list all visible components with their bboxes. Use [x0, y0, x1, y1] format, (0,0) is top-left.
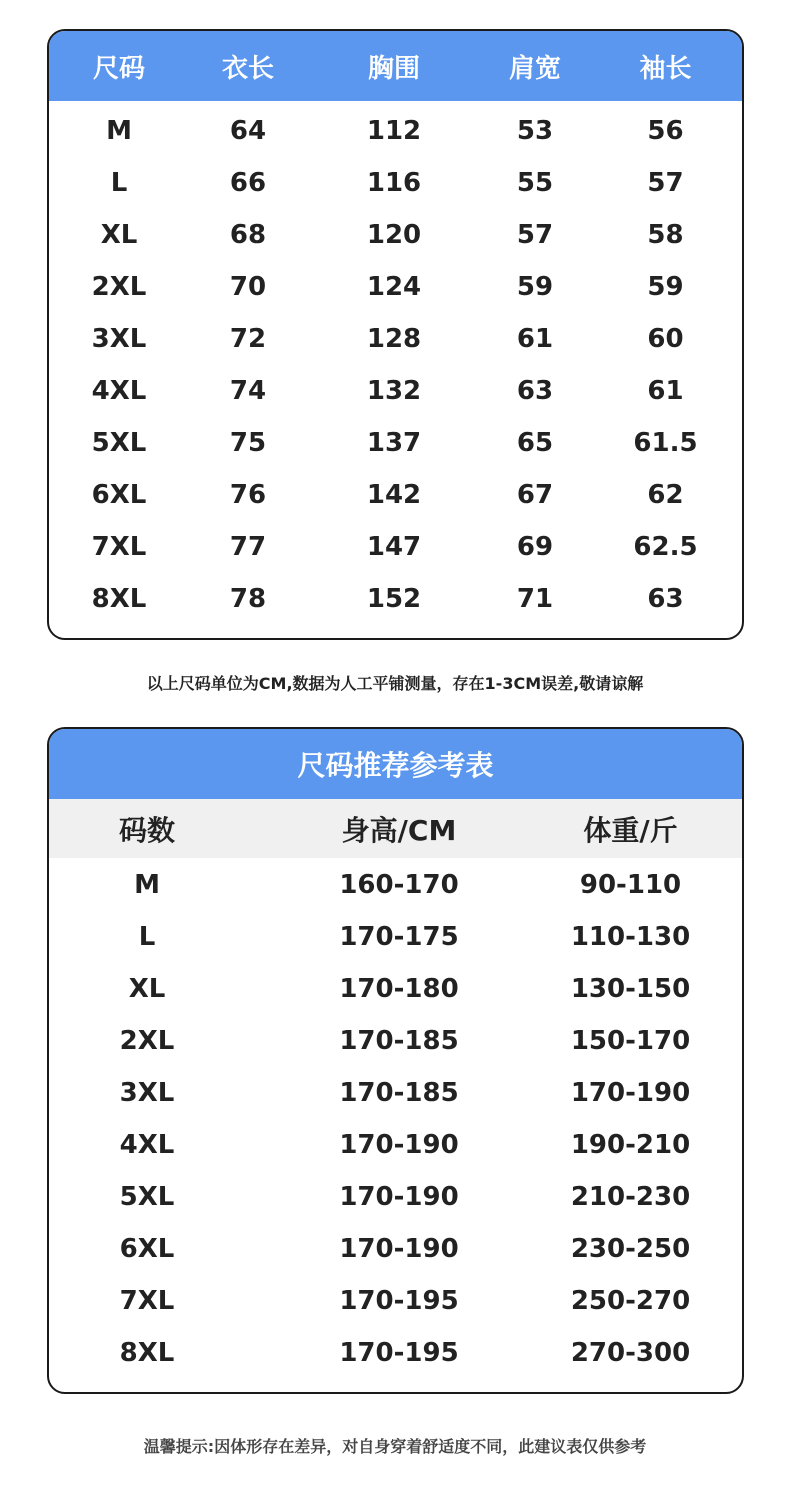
chest-cell: 152: [366, 584, 422, 614]
table-row: [49, 859, 742, 911]
size-cell: XL: [100, 220, 138, 250]
length-cell: 74: [229, 376, 267, 406]
sleeve-cell: 63: [647, 584, 684, 614]
size-cell: 5XL: [91, 428, 147, 458]
shoulder-cell: 55: [516, 168, 554, 198]
weight-cell: 130-150: [570, 974, 691, 1004]
table-row: [49, 417, 742, 469]
shoulder-cell: 53: [516, 116, 554, 146]
weight-cell: 170-190: [570, 1078, 691, 1108]
length-cell: 72: [229, 324, 267, 354]
height-cell: 170-190: [339, 1130, 459, 1160]
weight-cell: 90-110: [579, 870, 682, 900]
size-cell: L: [138, 922, 156, 952]
table-row: [49, 963, 742, 1015]
table-row: [49, 1119, 742, 1171]
chest-cell: 112: [366, 116, 422, 146]
sleeve-cell: 59: [647, 272, 684, 302]
size-cell: 4XL: [91, 376, 147, 406]
table-row: [49, 209, 742, 261]
length-cell: 64: [229, 116, 267, 146]
chest-cell: 142: [366, 480, 422, 510]
weight-cell: 270-300: [570, 1338, 691, 1368]
height-cell: 160-170: [339, 870, 459, 900]
header-height: 身高/CM: [341, 813, 457, 847]
size-cell: 2XL: [91, 272, 147, 302]
table-row: [49, 1223, 742, 1275]
size-cell: 3XL: [119, 1078, 175, 1108]
recommendation-body: [49, 858, 742, 1379]
weight-cell: 230-250: [570, 1234, 691, 1264]
table-row: [49, 1171, 742, 1223]
chest-cell: 147: [366, 532, 422, 562]
header-size-code: 码数: [118, 813, 175, 847]
size-chart-table: [47, 29, 744, 640]
chest-cell: 116: [366, 168, 422, 198]
length-cell: 75: [229, 428, 267, 458]
shoulder-cell: 71: [516, 584, 554, 614]
weight-cell: 110-130: [570, 922, 691, 952]
recommendation-title: 尺码推荐参考表: [49, 729, 742, 799]
header-length: 衣长: [221, 53, 274, 84]
shoulder-cell: 69: [516, 532, 554, 562]
chest-cell: 137: [366, 428, 422, 458]
size-cell: 3XL: [91, 324, 147, 354]
sleeve-cell: 60: [647, 324, 684, 354]
table-row: [49, 365, 742, 417]
size-cell: 2XL: [119, 1026, 175, 1056]
sleeve-cell: 61: [647, 376, 684, 406]
table-row: [49, 1067, 742, 1119]
table-row: [49, 1275, 742, 1327]
size-cell: 7XL: [119, 1286, 175, 1316]
size-recommendation-table: [47, 727, 744, 1394]
shoulder-cell: 57: [516, 220, 554, 250]
size-chart-body: [49, 101, 742, 625]
sleeve-cell: 62: [647, 480, 684, 510]
size-cell: XL: [128, 974, 166, 1004]
shoulder-cell: 65: [516, 428, 554, 458]
length-cell: 77: [229, 532, 267, 562]
table-row: [49, 1015, 742, 1067]
header-size: 尺码: [92, 53, 145, 84]
sleeve-cell: 58: [647, 220, 684, 250]
length-cell: 70: [229, 272, 267, 302]
size-cell: 7XL: [91, 532, 147, 562]
header-sleeve: 袖长: [639, 53, 692, 84]
height-cell: 170-190: [339, 1182, 459, 1212]
size-cell: 6XL: [91, 480, 147, 510]
length-cell: 78: [229, 584, 267, 614]
table-row: [49, 573, 742, 625]
chest-cell: 120: [366, 220, 422, 250]
length-cell: 68: [229, 220, 267, 250]
length-cell: 66: [229, 168, 267, 198]
sleeve-cell: 56: [647, 116, 684, 146]
chest-cell: 128: [366, 324, 422, 354]
height-cell: 170-175: [339, 922, 459, 952]
shoulder-cell: 63: [516, 376, 554, 406]
table-row: [49, 1327, 742, 1379]
weight-cell: 250-270: [570, 1286, 691, 1316]
size-cell: M: [106, 116, 132, 146]
weight-cell: 190-210: [570, 1130, 691, 1160]
size-cell: L: [110, 168, 128, 198]
height-cell: 170-190: [339, 1234, 459, 1264]
size-cell: 4XL: [119, 1130, 175, 1160]
table-row: [49, 313, 742, 365]
chest-cell: 124: [366, 272, 422, 302]
size-cell: 6XL: [119, 1234, 175, 1264]
table-row: [49, 469, 742, 521]
table-row: [49, 157, 742, 209]
sleeve-cell: 57: [647, 168, 684, 198]
size-cell: 8XL: [119, 1338, 175, 1368]
height-cell: 170-180: [339, 974, 459, 1004]
measurement-note: 以上尺码单位为CM,数据为人工平铺测量，存在1-3CM误差,敬请谅解: [146, 674, 644, 693]
recommendation-header-row: [49, 799, 742, 858]
sleeve-cell: 62.5: [633, 532, 698, 562]
height-cell: 170-185: [339, 1026, 459, 1056]
shoulder-cell: 67: [516, 480, 554, 510]
table-row: [49, 521, 742, 573]
size-cell: M: [134, 870, 160, 900]
chest-cell: 132: [366, 376, 422, 406]
size-cell: 8XL: [91, 584, 147, 614]
header-weight: 体重/斤: [583, 813, 678, 847]
header-chest: 胸围: [367, 53, 420, 84]
shoulder-cell: 59: [516, 272, 554, 302]
height-cell: 170-185: [339, 1078, 459, 1108]
size-chart-header-row: [49, 31, 742, 101]
header-shoulder: 肩宽: [508, 53, 561, 84]
height-cell: 170-195: [339, 1286, 459, 1316]
shoulder-cell: 61: [516, 324, 554, 354]
weight-cell: 210-230: [570, 1182, 691, 1212]
table-row: [49, 261, 742, 313]
size-cell: 5XL: [119, 1182, 175, 1212]
height-cell: 170-195: [339, 1338, 459, 1368]
table-row: [49, 911, 742, 963]
table-row: [49, 105, 742, 157]
weight-cell: 150-170: [570, 1026, 691, 1056]
warm-tip-note: 温馨提示:因体形存在差异，对自身穿着舒适度不同，此建议表仅供参考: [143, 1437, 647, 1456]
length-cell: 76: [229, 480, 267, 510]
sleeve-cell: 61.5: [633, 428, 698, 458]
